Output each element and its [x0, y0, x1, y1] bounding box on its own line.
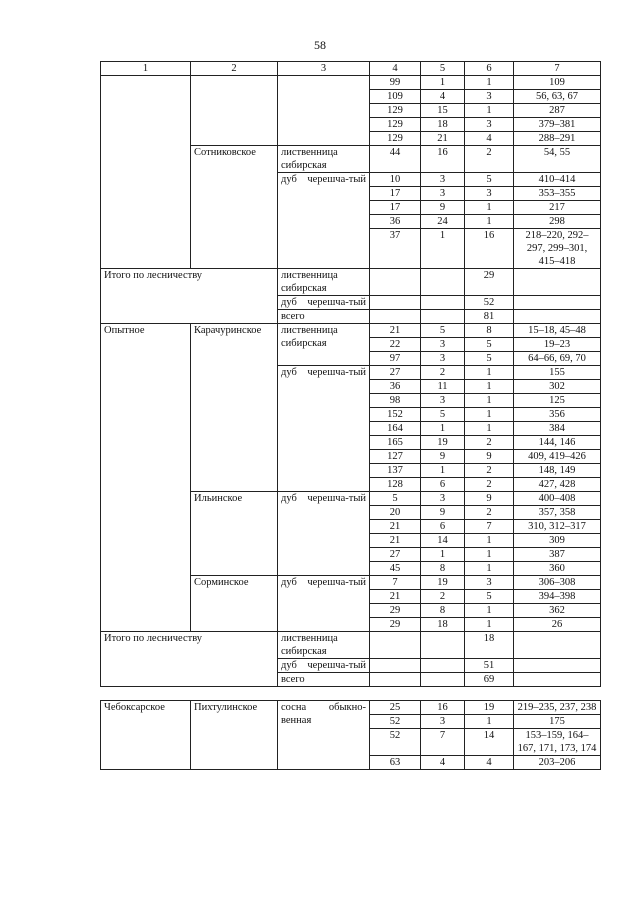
count-cell: 14 [465, 729, 514, 756]
quarter-cell: 152 [370, 408, 421, 422]
numbers-cell: 360 [514, 562, 601, 576]
section-cell: 18 [421, 118, 465, 132]
numbers-cell: 175 [514, 715, 601, 729]
count-cell: 29 [465, 269, 514, 296]
quarter-cell: 5 [370, 492, 421, 506]
quarter-cell [370, 269, 421, 296]
count-cell: 4 [465, 756, 514, 770]
forestry-cell [101, 76, 191, 269]
numbers-cell: 309 [514, 534, 601, 548]
section-cell: 1 [421, 229, 465, 269]
district-cell: Пихтулинское [191, 701, 278, 770]
count-cell: 5 [465, 352, 514, 366]
numbers-cell [514, 632, 601, 659]
numbers-cell: 306–308 [514, 576, 601, 590]
total-label: Итого по лесничеству [101, 269, 278, 324]
count-cell: 1 [465, 76, 514, 90]
count-cell: 1 [465, 215, 514, 229]
count-cell: 1 [465, 380, 514, 394]
numbers-cell: 56, 63, 67 [514, 90, 601, 104]
quarter-cell: 129 [370, 118, 421, 132]
count-cell: 9 [465, 492, 514, 506]
species-cell: дуб черешча-тый [278, 173, 370, 269]
species-cell: всего [278, 673, 370, 687]
quarter-cell: 36 [370, 380, 421, 394]
spacer-row [101, 687, 601, 701]
species-cell: лиственница сибирская [278, 269, 370, 296]
numbers-cell: 357, 358 [514, 506, 601, 520]
numbers-cell: 356 [514, 408, 601, 422]
count-cell: 5 [465, 590, 514, 604]
section-cell: 6 [421, 478, 465, 492]
count-cell: 3 [465, 90, 514, 104]
numbers-cell: 153–159, 164–167, 171, 173, 174 [514, 729, 601, 756]
section-cell: 18 [421, 618, 465, 632]
numbers-cell: 302 [514, 380, 601, 394]
section-cell [421, 673, 465, 687]
quarter-cell: 37 [370, 229, 421, 269]
quarter-cell: 20 [370, 506, 421, 520]
count-cell: 1 [465, 366, 514, 380]
quarter-cell: 45 [370, 562, 421, 576]
quarter-cell: 44 [370, 146, 421, 173]
count-cell: 1 [465, 562, 514, 576]
quarter-cell: 21 [370, 534, 421, 548]
section-cell: 19 [421, 436, 465, 450]
quarter-cell: 137 [370, 464, 421, 478]
section-cell: 3 [421, 394, 465, 408]
total-label: Итого по лесничеству [101, 632, 278, 687]
district-cell [191, 76, 278, 146]
quarter-cell: 128 [370, 478, 421, 492]
total-row [101, 632, 601, 659]
count-cell: 51 [465, 659, 514, 673]
count-cell: 8 [465, 324, 514, 338]
quarter-cell: 21 [370, 590, 421, 604]
numbers-cell: 144, 146 [514, 436, 601, 450]
table-row [101, 324, 601, 338]
numbers-cell: 427, 428 [514, 478, 601, 492]
district-cell: Карачуринское [191, 324, 278, 492]
section-cell: 1 [421, 76, 465, 90]
section-cell: 5 [421, 324, 465, 338]
section-cell: 3 [421, 173, 465, 187]
numbers-cell [514, 673, 601, 687]
numbers-cell: 379–381 [514, 118, 601, 132]
spacer-cell [101, 687, 601, 701]
quarter-cell: 17 [370, 187, 421, 201]
count-cell: 2 [465, 464, 514, 478]
column-header: 4 [370, 62, 421, 76]
quarter-cell: 52 [370, 729, 421, 756]
page-number: 58 [314, 38, 326, 52]
quarter-cell: 99 [370, 76, 421, 90]
count-cell: 3 [465, 187, 514, 201]
section-cell: 8 [421, 562, 465, 576]
count-cell: 69 [465, 673, 514, 687]
quarter-cell: 129 [370, 132, 421, 146]
quarter-cell: 27 [370, 548, 421, 562]
numbers-cell: 400–408 [514, 492, 601, 506]
section-cell: 3 [421, 187, 465, 201]
numbers-cell: 203–206 [514, 756, 601, 770]
section-cell: 11 [421, 380, 465, 394]
quarter-cell: 97 [370, 352, 421, 366]
species-cell: дуб черешча-тый [278, 296, 370, 310]
count-cell: 1 [465, 548, 514, 562]
count-cell: 4 [465, 132, 514, 146]
count-cell: 1 [465, 534, 514, 548]
count-cell: 81 [465, 310, 514, 324]
numbers-cell: 409, 419–426 [514, 450, 601, 464]
numbers-cell: 410–414 [514, 173, 601, 187]
quarter-cell: 109 [370, 90, 421, 104]
column-header: 7 [514, 62, 601, 76]
count-cell: 1 [465, 618, 514, 632]
numbers-cell: 287 [514, 104, 601, 118]
count-cell: 3 [465, 576, 514, 590]
count-cell: 1 [465, 422, 514, 436]
count-cell: 18 [465, 632, 514, 659]
quarter-cell: 22 [370, 338, 421, 352]
quarter-cell: 25 [370, 701, 421, 715]
total-row [101, 269, 601, 296]
section-cell: 6 [421, 520, 465, 534]
section-cell [421, 310, 465, 324]
section-cell: 8 [421, 604, 465, 618]
header-row [101, 62, 601, 76]
species-cell: дуб черешча-тый [278, 659, 370, 673]
quarter-cell [370, 673, 421, 687]
numbers-cell: 26 [514, 618, 601, 632]
numbers-cell: 125 [514, 394, 601, 408]
section-cell: 16 [421, 146, 465, 173]
district-cell: Сорминское [191, 576, 278, 632]
section-cell: 9 [421, 506, 465, 520]
district-cell: Сотниковское [191, 146, 278, 269]
count-cell: 1 [465, 104, 514, 118]
section-cell: 9 [421, 201, 465, 215]
quarter-cell: 127 [370, 450, 421, 464]
quarter-cell: 21 [370, 520, 421, 534]
district-cell: Ильинское [191, 492, 278, 576]
section-cell: 24 [421, 215, 465, 229]
column-header: 3 [278, 62, 370, 76]
numbers-cell: 384 [514, 422, 601, 436]
species-cell: лиственница сибирская [278, 324, 370, 366]
count-cell: 1 [465, 604, 514, 618]
numbers-cell: 217 [514, 201, 601, 215]
species-cell [278, 76, 370, 146]
quarter-cell: 164 [370, 422, 421, 436]
quarter-cell [370, 310, 421, 324]
table-row [101, 76, 601, 90]
section-cell: 5 [421, 408, 465, 422]
quarter-cell: 29 [370, 618, 421, 632]
forestry-cell: Опытное [101, 324, 191, 632]
quarter-cell: 17 [370, 201, 421, 215]
species-cell: дуб черешча-тый [278, 492, 370, 576]
quarter-cell: 27 [370, 366, 421, 380]
numbers-cell: 387 [514, 548, 601, 562]
quarter-cell: 10 [370, 173, 421, 187]
count-cell: 2 [465, 506, 514, 520]
numbers-cell: 19–23 [514, 338, 601, 352]
count-cell: 16 [465, 229, 514, 269]
numbers-cell: 155 [514, 366, 601, 380]
count-cell: 9 [465, 450, 514, 464]
section-cell: 3 [421, 715, 465, 729]
numbers-cell: 353–355 [514, 187, 601, 201]
count-cell: 2 [465, 146, 514, 173]
section-cell [421, 632, 465, 659]
count-cell: 2 [465, 478, 514, 492]
numbers-cell: 298 [514, 215, 601, 229]
quarter-cell [370, 296, 421, 310]
numbers-cell: 310, 312–317 [514, 520, 601, 534]
count-cell: 5 [465, 338, 514, 352]
section-cell: 14 [421, 534, 465, 548]
numbers-cell: 362 [514, 604, 601, 618]
section-cell: 3 [421, 492, 465, 506]
numbers-cell: 148, 149 [514, 464, 601, 478]
quarter-cell: 29 [370, 604, 421, 618]
species-cell: всего [278, 310, 370, 324]
section-cell: 16 [421, 701, 465, 715]
species-cell: сосна обыкно-венная [278, 701, 370, 770]
count-cell: 1 [465, 715, 514, 729]
section-cell [421, 659, 465, 673]
species-cell: дуб черешча-тый [278, 576, 370, 632]
section-cell: 1 [421, 422, 465, 436]
section-cell: 4 [421, 90, 465, 104]
quarter-cell: 129 [370, 104, 421, 118]
table-row [101, 701, 601, 715]
quarter-cell: 52 [370, 715, 421, 729]
species-cell: лиственница сибирская [278, 632, 370, 659]
count-cell: 1 [465, 408, 514, 422]
section-cell: 19 [421, 576, 465, 590]
quarter-cell: 21 [370, 324, 421, 338]
count-cell: 19 [465, 701, 514, 715]
quarter-cell: 7 [370, 576, 421, 590]
section-cell [421, 269, 465, 296]
numbers-cell: 394–398 [514, 590, 601, 604]
section-cell: 4 [421, 756, 465, 770]
column-header: 1 [101, 62, 191, 76]
section-cell [421, 296, 465, 310]
quarter-cell [370, 632, 421, 659]
numbers-cell: 15–18, 45–48 [514, 324, 601, 338]
numbers-cell: 64–66, 69, 70 [514, 352, 601, 366]
numbers-cell: 109 [514, 76, 601, 90]
section-cell: 21 [421, 132, 465, 146]
numbers-cell: 288–291 [514, 132, 601, 146]
forest-plantations-table [100, 61, 601, 770]
column-header: 6 [465, 62, 514, 76]
count-cell: 1 [465, 394, 514, 408]
quarter-cell: 36 [370, 215, 421, 229]
numbers-cell [514, 296, 601, 310]
species-cell: лиственница сибирская [278, 146, 370, 173]
count-cell: 7 [465, 520, 514, 534]
count-cell: 2 [465, 436, 514, 450]
section-cell: 3 [421, 338, 465, 352]
numbers-cell [514, 310, 601, 324]
column-header: 5 [421, 62, 465, 76]
section-cell: 1 [421, 464, 465, 478]
quarter-cell: 63 [370, 756, 421, 770]
count-cell: 3 [465, 118, 514, 132]
column-header: 2 [191, 62, 278, 76]
forestry-cell: Чебоксарское [101, 701, 191, 770]
section-cell: 9 [421, 450, 465, 464]
section-cell: 1 [421, 548, 465, 562]
section-cell: 7 [421, 729, 465, 756]
numbers-cell: 218–220, 292–297, 299–301, 415–418 [514, 229, 601, 269]
quarter-cell [370, 659, 421, 673]
quarter-cell: 98 [370, 394, 421, 408]
count-cell: 1 [465, 201, 514, 215]
species-cell: дуб черешча-тый [278, 366, 370, 492]
count-cell: 52 [465, 296, 514, 310]
numbers-cell: 54, 55 [514, 146, 601, 173]
quarter-cell: 165 [370, 436, 421, 450]
numbers-cell: 219–235, 237, 238 [514, 701, 601, 715]
section-cell: 3 [421, 352, 465, 366]
section-cell: 2 [421, 366, 465, 380]
numbers-cell [514, 659, 601, 673]
section-cell: 15 [421, 104, 465, 118]
section-cell: 2 [421, 590, 465, 604]
numbers-cell [514, 269, 601, 296]
count-cell: 5 [465, 173, 514, 187]
